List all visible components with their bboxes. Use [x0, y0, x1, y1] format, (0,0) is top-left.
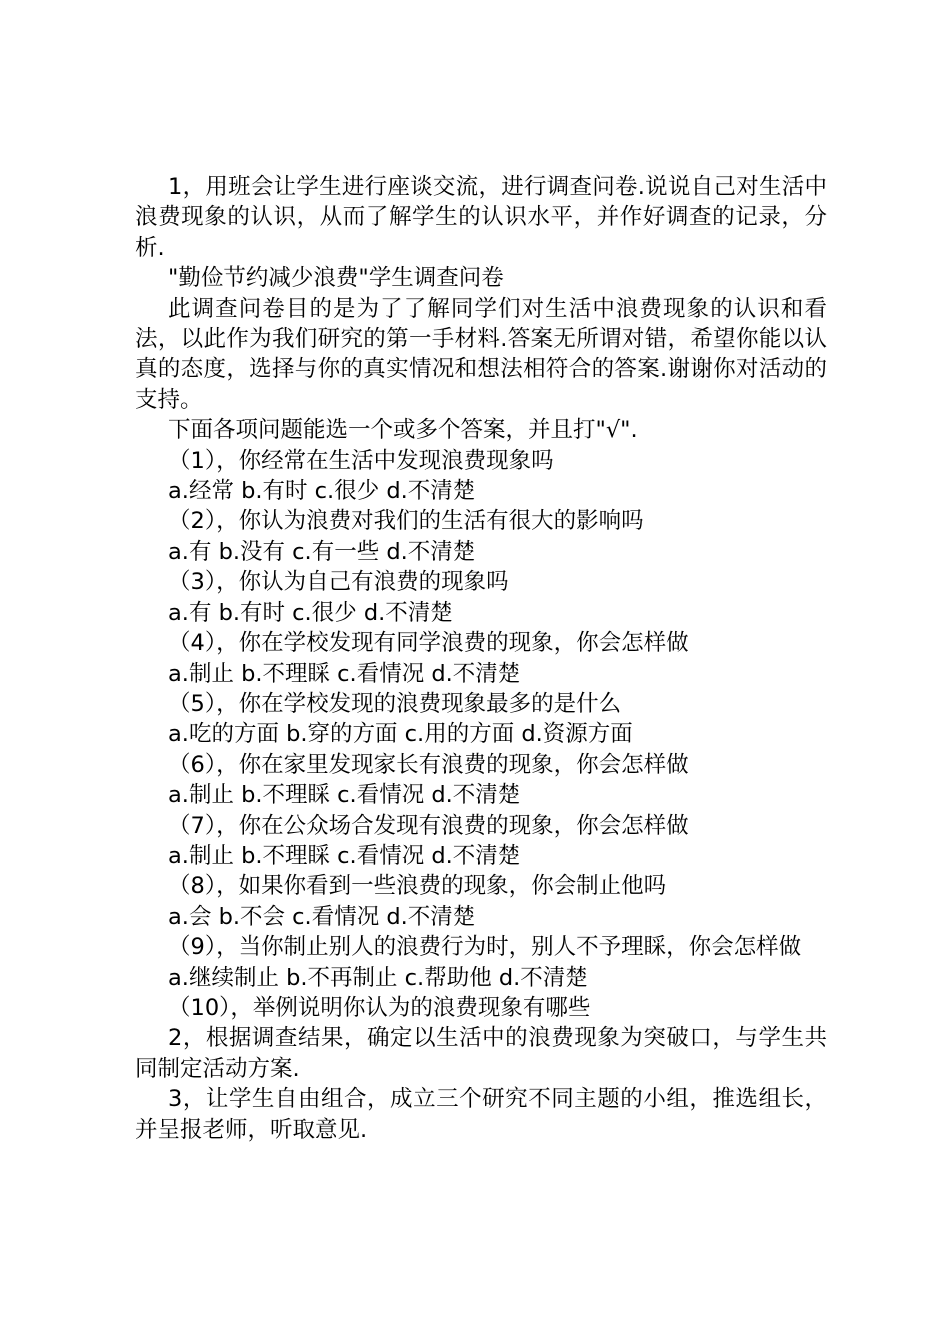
question-5: （5），你在学校发现的浪费现象最多的是什么: [168, 690, 622, 717]
paragraph-step-3: 3，让学生自由组合，成立三个研究不同主题的小组，推选组长，并呈报老师，听取意见.: [135, 1086, 827, 1143]
paragraph-step-2: 2，根据调查结果，确定以生活中的浪费现象为突破口，与学生共同制定活动方案.: [135, 1025, 827, 1082]
survey-instruction: 下面各项问题能选一个或多个答案，并且打"√".: [168, 417, 638, 444]
question-7: （7），你在公众场合发现有浪费的现象，你会怎样做: [168, 812, 689, 839]
question-9: （9），当你制止别人的浪费行为时，别人不予理睬，你会怎样做: [168, 934, 802, 961]
answer-options-9: a.继续制止 b.不再制止 c.帮助他 d.不清楚: [168, 964, 588, 991]
paragraph-step-1: 1，用班会让学生进行座谈交流，进行调查问卷.说说自己对生活中浪费现象的认识，从而了解学生的认识水平，并作好调查的记录，分析.: [135, 174, 827, 261]
question-1: （1），你经常在生活中发现浪费现象吗: [168, 447, 554, 474]
question-6: （6），你在家里发现家长有浪费的现象，你会怎样做: [168, 751, 689, 778]
answer-options-3: a.有 b.有时 c.很少 d.不清楚: [168, 599, 453, 626]
survey-title: "勤俭节约减少浪费"学生调查问卷: [168, 265, 504, 292]
question-2: （2），你认为浪费对我们的生活有很大的影响吗: [168, 508, 644, 535]
answer-options-8: a.会 b.不会 c.看情况 d.不清楚: [168, 903, 476, 930]
answer-options-6: a.制止 b.不理睬 c.看情况 d.不清楚: [168, 782, 521, 809]
answer-options-2: a.有 b.没有 c.有一些 d.不清楚: [168, 538, 476, 565]
answer-options-4: a.制止 b.不理睬 c.看情况 d.不清楚: [168, 660, 521, 687]
answer-options-1: a.经常 b.有时 c.很少 d.不清楚: [168, 478, 476, 505]
answer-options-7: a.制止 b.不理睬 c.看情况 d.不清楚: [168, 842, 521, 869]
survey-intro: 此调查问卷目的是为了了解同学们对生活中浪费现象的认识和看法，以此作为我们研究的第一手材料.答案无所谓对错，希望你能以认真的态度，选择与你的真实情况和想法相符合的答案.谢谢你对活动的支持。: [135, 295, 827, 413]
question-4: （4），你在学校发现有同学浪费的现象，你会怎样做: [168, 630, 689, 657]
question-3: （3），你认为自己有浪费的现象吗: [168, 569, 509, 596]
question-8: （8），如果你看到一些浪费的现象，你会制止他吗: [168, 873, 667, 900]
question-10: （10），举例说明你认为的浪费现象有哪些: [168, 994, 591, 1021]
document-body: [135, 172, 827, 1145]
answer-options-5: a.吃的方面 b.穿的方面 c.用的方面 d.资源方面: [168, 721, 633, 748]
